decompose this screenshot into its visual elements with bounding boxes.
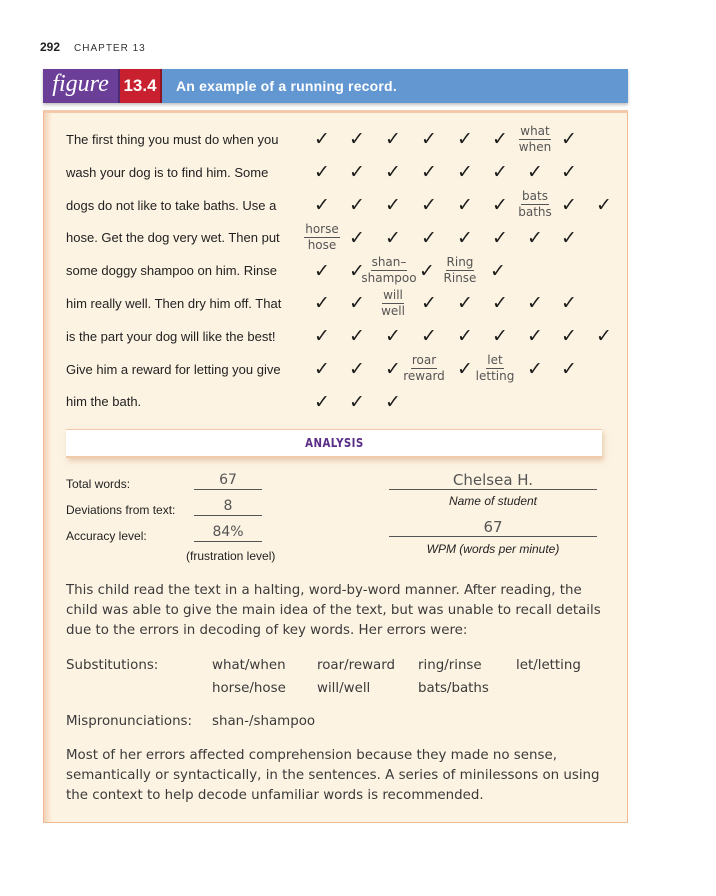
substitution-cell <box>425 254 495 287</box>
check-icon: ✓ <box>314 193 330 216</box>
correct-word-mark <box>312 254 332 287</box>
check-icon: ✓ <box>527 357 543 380</box>
correct-word-mark <box>525 156 545 189</box>
correct-word-mark <box>419 320 439 353</box>
check-icon: ✓ <box>492 128 508 151</box>
text-word: reward <box>403 369 445 384</box>
correct-word-mark <box>419 156 439 189</box>
correct-word-mark <box>490 287 510 320</box>
check-icon: ✓ <box>421 193 437 216</box>
passage-line: some doggy shampoo on him. Rinse <box>66 263 278 279</box>
check-icon: ✓ <box>527 292 543 315</box>
substitution-mark <box>444 255 477 286</box>
said-word: let <box>487 353 503 368</box>
correct-word-mark <box>455 221 475 254</box>
correct-word-mark <box>455 189 475 222</box>
substitution-mark <box>361 255 416 286</box>
check-icon: ✓ <box>385 193 401 216</box>
passage-line: hose. Get the dog very wet. Then put <box>66 230 280 246</box>
correct-word-mark <box>594 320 614 353</box>
total-words-label: Total words: <box>66 477 131 491</box>
correct-word-mark <box>525 287 545 320</box>
check-icon: ✓ <box>421 325 437 348</box>
mispronunciations-row <box>66 712 611 735</box>
correct-word-mark <box>312 287 332 320</box>
passage-line: The first thing you must do when you <box>66 132 279 147</box>
substitution-item: what/when <box>212 658 286 673</box>
check-icon: ✓ <box>314 357 330 380</box>
analysis-title: ANALYSIS <box>304 436 364 450</box>
correct-word-mark <box>525 320 545 353</box>
check-icon: ✓ <box>349 325 365 348</box>
correct-word-mark <box>455 287 475 320</box>
correct-word-mark <box>490 320 510 353</box>
check-icon: ✓ <box>349 161 365 184</box>
text-word: letting <box>475 369 515 384</box>
analysis-narrative: This child read the text in a halting, word-by-word manner. After reading, the child was able to give the main idea of the text, but was unable to recall details due to the errors in decoding of key words. Her errors were: <box>66 583 601 638</box>
substitution-cell <box>358 287 428 320</box>
figure-caption: An example of a running record. <box>162 69 628 103</box>
check-icon: ✓ <box>349 390 365 413</box>
check-icon: ✓ <box>527 161 543 184</box>
check-icon: ✓ <box>349 292 365 315</box>
correct-word-mark <box>419 287 439 320</box>
wpm-value: 67 <box>389 518 597 537</box>
substitutions-row-1 <box>66 656 611 679</box>
check-icon: ✓ <box>596 193 612 216</box>
check-icon: ✓ <box>561 128 577 151</box>
correct-word-mark <box>383 123 403 156</box>
substitutions-row-2 <box>66 679 611 702</box>
check-icon: ✓ <box>349 226 365 249</box>
check-icon: ✓ <box>492 292 508 315</box>
check-icon: ✓ <box>314 325 330 348</box>
correct-word-mark <box>559 156 579 189</box>
substitution-item: ring/rinse <box>418 658 482 673</box>
check-icon: ✓ <box>314 259 330 282</box>
check-icon: ✓ <box>457 128 473 151</box>
check-icon: ✓ <box>561 226 577 249</box>
correct-word-mark <box>419 221 439 254</box>
deviations-value: 8 <box>194 498 262 516</box>
record-row <box>299 353 629 386</box>
correct-word-mark <box>347 221 367 254</box>
correct-word-mark <box>559 189 579 222</box>
check-icon: ✓ <box>490 259 506 282</box>
check-icon: ✓ <box>349 128 365 151</box>
said-word: bats <box>522 189 548 204</box>
correct-word-mark <box>559 353 579 386</box>
correct-word-mark <box>455 320 475 353</box>
record-row <box>299 189 629 222</box>
check-icon: ✓ <box>527 226 543 249</box>
correct-word-mark <box>419 189 439 222</box>
student-name-label: Name of student <box>448 494 538 508</box>
text-word: shampoo <box>361 271 417 286</box>
figure-content <box>43 110 628 823</box>
check-icon: ✓ <box>385 325 401 348</box>
text-word: when <box>518 139 552 154</box>
substitution-mark <box>519 124 551 155</box>
correct-word-mark <box>594 189 614 222</box>
error-list <box>66 656 611 735</box>
check-icon: ✓ <box>457 325 473 348</box>
correct-word-mark <box>347 320 367 353</box>
passage-line: Give him a reward for letting you give <box>66 361 281 377</box>
record-row <box>299 123 629 156</box>
said-word: what <box>520 123 550 138</box>
text-word: well <box>381 303 405 318</box>
check-icon: ✓ <box>561 161 577 184</box>
passage-line: him the bath. <box>66 394 142 410</box>
check-icon: ✓ <box>314 390 330 413</box>
correct-word-mark <box>347 156 367 189</box>
correct-word-mark <box>488 254 508 287</box>
passage-line: is the part your dog will like the best! <box>66 328 276 344</box>
check-icon: ✓ <box>349 193 365 216</box>
correct-word-mark <box>383 320 403 353</box>
check-icon: ✓ <box>421 128 437 151</box>
correct-word-mark <box>312 123 332 156</box>
check-icon: ✓ <box>314 161 330 184</box>
check-icon: ✓ <box>421 226 437 249</box>
check-icon: ✓ <box>561 193 577 216</box>
figure-label: figure <box>43 69 120 103</box>
correct-word-mark <box>455 123 475 156</box>
running-record-marks <box>299 123 629 418</box>
said-word: roar <box>411 353 437 368</box>
page-number: 292 <box>40 40 61 54</box>
correct-word-mark <box>559 320 579 353</box>
check-icon: ✓ <box>385 226 401 249</box>
correct-word-mark <box>383 221 403 254</box>
check-icon: ✓ <box>527 325 543 348</box>
correct-word-mark <box>419 123 439 156</box>
check-icon: ✓ <box>349 357 365 380</box>
correct-word-mark <box>347 385 367 418</box>
check-icon: ✓ <box>457 161 473 184</box>
check-icon: ✓ <box>419 259 435 282</box>
correct-word-mark <box>490 221 510 254</box>
check-icon: ✓ <box>385 128 401 151</box>
correct-word-mark <box>559 287 579 320</box>
correct-word-mark <box>312 189 332 222</box>
wpm-label: WPM (words per minute) <box>426 542 560 556</box>
accuracy-note: (frustration level) <box>186 549 276 563</box>
substitution-cell <box>354 254 424 287</box>
passage-line: dogs do not like to take baths. Use a <box>66 197 277 213</box>
total-words-value: 67 <box>194 472 262 490</box>
substitution-item: let/letting <box>516 658 581 673</box>
record-row <box>299 385 629 418</box>
check-icon: ✓ <box>492 226 508 249</box>
deviations-label: Deviations from text: <box>66 503 176 517</box>
check-icon: ✓ <box>385 390 401 413</box>
correct-word-mark <box>559 123 579 156</box>
substitution-item: will/well <box>317 681 371 696</box>
record-row <box>299 320 629 353</box>
check-icon: ✓ <box>561 357 577 380</box>
correct-word-mark <box>347 189 367 222</box>
said-word: will <box>383 287 403 302</box>
check-icon: ✓ <box>492 325 508 348</box>
correct-word-mark <box>383 156 403 189</box>
said-word: horse <box>305 222 339 237</box>
accuracy-value: 84% <box>194 524 262 542</box>
check-icon: ✓ <box>314 292 330 315</box>
said-word: shan– <box>371 255 407 270</box>
correct-word-mark <box>347 123 367 156</box>
accuracy-label: Accuracy level: <box>66 529 147 543</box>
correct-word-mark <box>525 353 545 386</box>
text-word: Rinse <box>443 271 477 286</box>
chapter-label: CHAPTER 13 <box>74 43 146 54</box>
passage-line: him really well. Then dry him off. That <box>66 295 282 311</box>
check-icon: ✓ <box>492 161 508 184</box>
check-icon: ✓ <box>421 292 437 315</box>
record-row <box>299 221 629 254</box>
analysis-conclusion: Most of her errors affected comprehension because they made no sense, semantically or syntactically, in the sentences. A series of minilessons on using the context to help decode unfamiliar words is recommended. <box>66 748 600 803</box>
correct-word-mark <box>383 189 403 222</box>
check-icon: ✓ <box>421 161 437 184</box>
check-icon: ✓ <box>457 226 473 249</box>
correct-word-mark <box>559 221 579 254</box>
check-icon: ✓ <box>457 292 473 315</box>
substitution-cell <box>389 353 459 386</box>
text-word: baths <box>518 205 552 220</box>
check-icon: ✓ <box>492 193 508 216</box>
correct-word-mark <box>383 385 403 418</box>
substitution-mark <box>381 288 405 319</box>
record-row <box>299 156 629 189</box>
check-icon: ✓ <box>457 193 473 216</box>
text-word: hose <box>307 238 337 253</box>
record-row <box>299 254 629 287</box>
correct-word-mark <box>347 353 367 386</box>
substitution-cell <box>460 353 530 386</box>
check-icon: ✓ <box>596 325 612 348</box>
record-row <box>299 287 629 320</box>
substitution-item: horse/hose <box>212 681 286 696</box>
correct-word-mark <box>525 221 545 254</box>
said-word: Ring <box>446 255 474 270</box>
correct-word-mark <box>312 385 332 418</box>
mispronunciation-item: shan-/shampoo <box>212 714 316 729</box>
correct-word-mark <box>312 353 332 386</box>
correct-word-mark <box>312 156 332 189</box>
substitution-mark <box>518 189 552 220</box>
substitution-item: roar/reward <box>317 658 396 673</box>
page-header <box>40 40 146 54</box>
substitutions-label: Substitutions: <box>66 658 159 673</box>
substitution-item: bats/baths <box>418 681 489 696</box>
correct-word-mark <box>455 156 475 189</box>
student-name-value: Chelsea H. <box>389 471 597 490</box>
substitution-mark <box>476 353 515 384</box>
substitution-mark <box>304 222 340 253</box>
check-icon: ✓ <box>561 292 577 315</box>
correct-word-mark <box>312 320 332 353</box>
figure-banner <box>43 69 628 103</box>
reading-passage <box>66 130 306 425</box>
check-icon: ✓ <box>457 357 473 380</box>
correct-word-mark <box>490 156 510 189</box>
check-icon: ✓ <box>385 161 401 184</box>
check-icon: ✓ <box>561 325 577 348</box>
check-icon: ✓ <box>349 259 365 282</box>
analysis-header <box>66 429 602 458</box>
mispronunciations-label: Mispronunciations: <box>66 714 193 729</box>
passage-line: wash your dog is to find him. Some <box>66 164 269 180</box>
check-icon: ✓ <box>385 357 401 380</box>
substitution-mark <box>403 353 445 384</box>
figure-number: 13.4 <box>120 69 162 103</box>
check-icon: ✓ <box>314 128 330 151</box>
